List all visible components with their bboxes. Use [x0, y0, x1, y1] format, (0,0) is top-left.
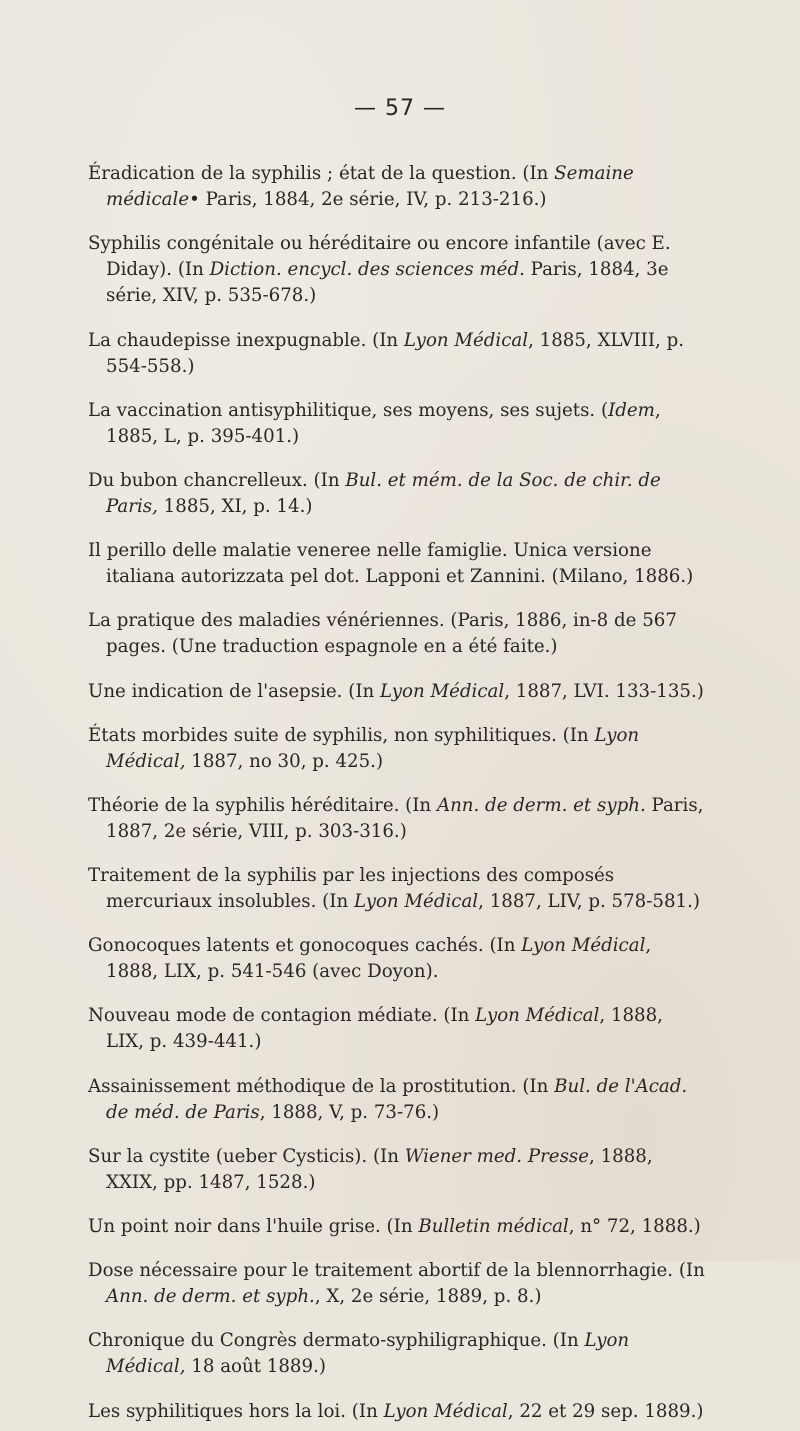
page-number: — 57 — — [354, 96, 446, 121]
bibliography-entry: Gonocoques latents et gonocoques cachés. (In Lyon Médical, 1888, LIX, p. 541-546 (avec Doyon). — [88, 935, 652, 983]
bibliography-list — [88, 143, 706, 1431]
bibliography-entry: Du bubon chancrelleux. (In Bul. et mém. de la Soc. de chir. de Paris, 1885, XI, p. 14.) — [88, 469, 661, 517]
bibliography-entry: Théorie de la syphilis héréditaire. (In Ann. de derm. et syph. Paris, 1887, 2e série, VIII, p. 303-316.) — [88, 794, 704, 842]
bibliography-entry: États morbides suite de syphilis, non syphilitiques. (In Lyon Médical, 1887, no 30, p. 425.) — [88, 724, 640, 772]
bibliography-entry: Nouveau mode de contagion médiate. (In Lyon Médical, 1888, LIX, p. 439-441.) — [88, 1005, 663, 1053]
bibliography-entry: Chronique du Congrès dermato-syphiligraphique. (In Lyon Médical, 18 août 1889.) — [88, 1330, 630, 1378]
bibliography-entry: La chaudepisse inexpugnable. (In Lyon Médical, 1885, XLVIII, p. 554-558.) — [88, 329, 685, 377]
bibliography-entry: Les syphilitiques hors la loi. (In Lyon Médical, 22 et 29 sep. 1889.) — [88, 1400, 704, 1422]
bibliography-entry: La pratique des maladies vénériennes. (Paris, 1886, in-8 de 567 pages. (Une traduction espagnole en a été faite.) — [88, 610, 677, 658]
bibliography-entry: Éradication de la syphilis ; état de la question. (In Semaine médicale• Paris, 1884, 2e série, IV, p. 213-216.) — [88, 163, 634, 211]
bibliography-entry: Dose nécessaire pour le traitement abortif de la blennorrhagie. (In Ann. de derm. et syph., X, 2e série, 1889, p. 8.) — [88, 1260, 705, 1308]
bibliography-entry: Syphilis congénitale ou héréditaire ou encore infantile (avec E. Diday). (In Diction. encycl. des sciences méd. Paris, 1884, 3e série, XIV, p. 535-678.) — [88, 233, 671, 307]
bibliography-entry: Traitement de la syphilis par les injections des composés mercuriaux insolubles. (In Lyon Médical, 1887, LIV, p. 578-581.) — [88, 865, 700, 913]
bibliography-entry: Assainissement méthodique de la prostitution. (In Bul. de l'Acad. de méd. de Paris, 1888, V, p. 73-76.) — [88, 1075, 688, 1123]
bibliography-entry: Un point noir dans l'huile grise. (In Bulletin médical, n° 72, 1888.) — [88, 1216, 701, 1237]
bibliography-entry: Sur la cystite (ueber Cysticis). (In Wiener med. Presse, 1888, XXIX, pp. 1487, 1528.) — [88, 1145, 653, 1193]
bibliography-entry: Il perillo delle malatie veneree nelle famiglie. Unica versione italiana autorizzata pel dot. Lapponi et Zannini. (Milano, 1886.) — [88, 540, 694, 588]
bibliography-entry: Une indication de l'asepsie. (In Lyon Médical, 1887, LVI. 133-135.) — [88, 680, 704, 702]
bibliography-entry: La vaccination antisyphilitique, ses moyens, ses sujets. (Idem, 1885, L, p. 395-401.) — [88, 399, 661, 447]
